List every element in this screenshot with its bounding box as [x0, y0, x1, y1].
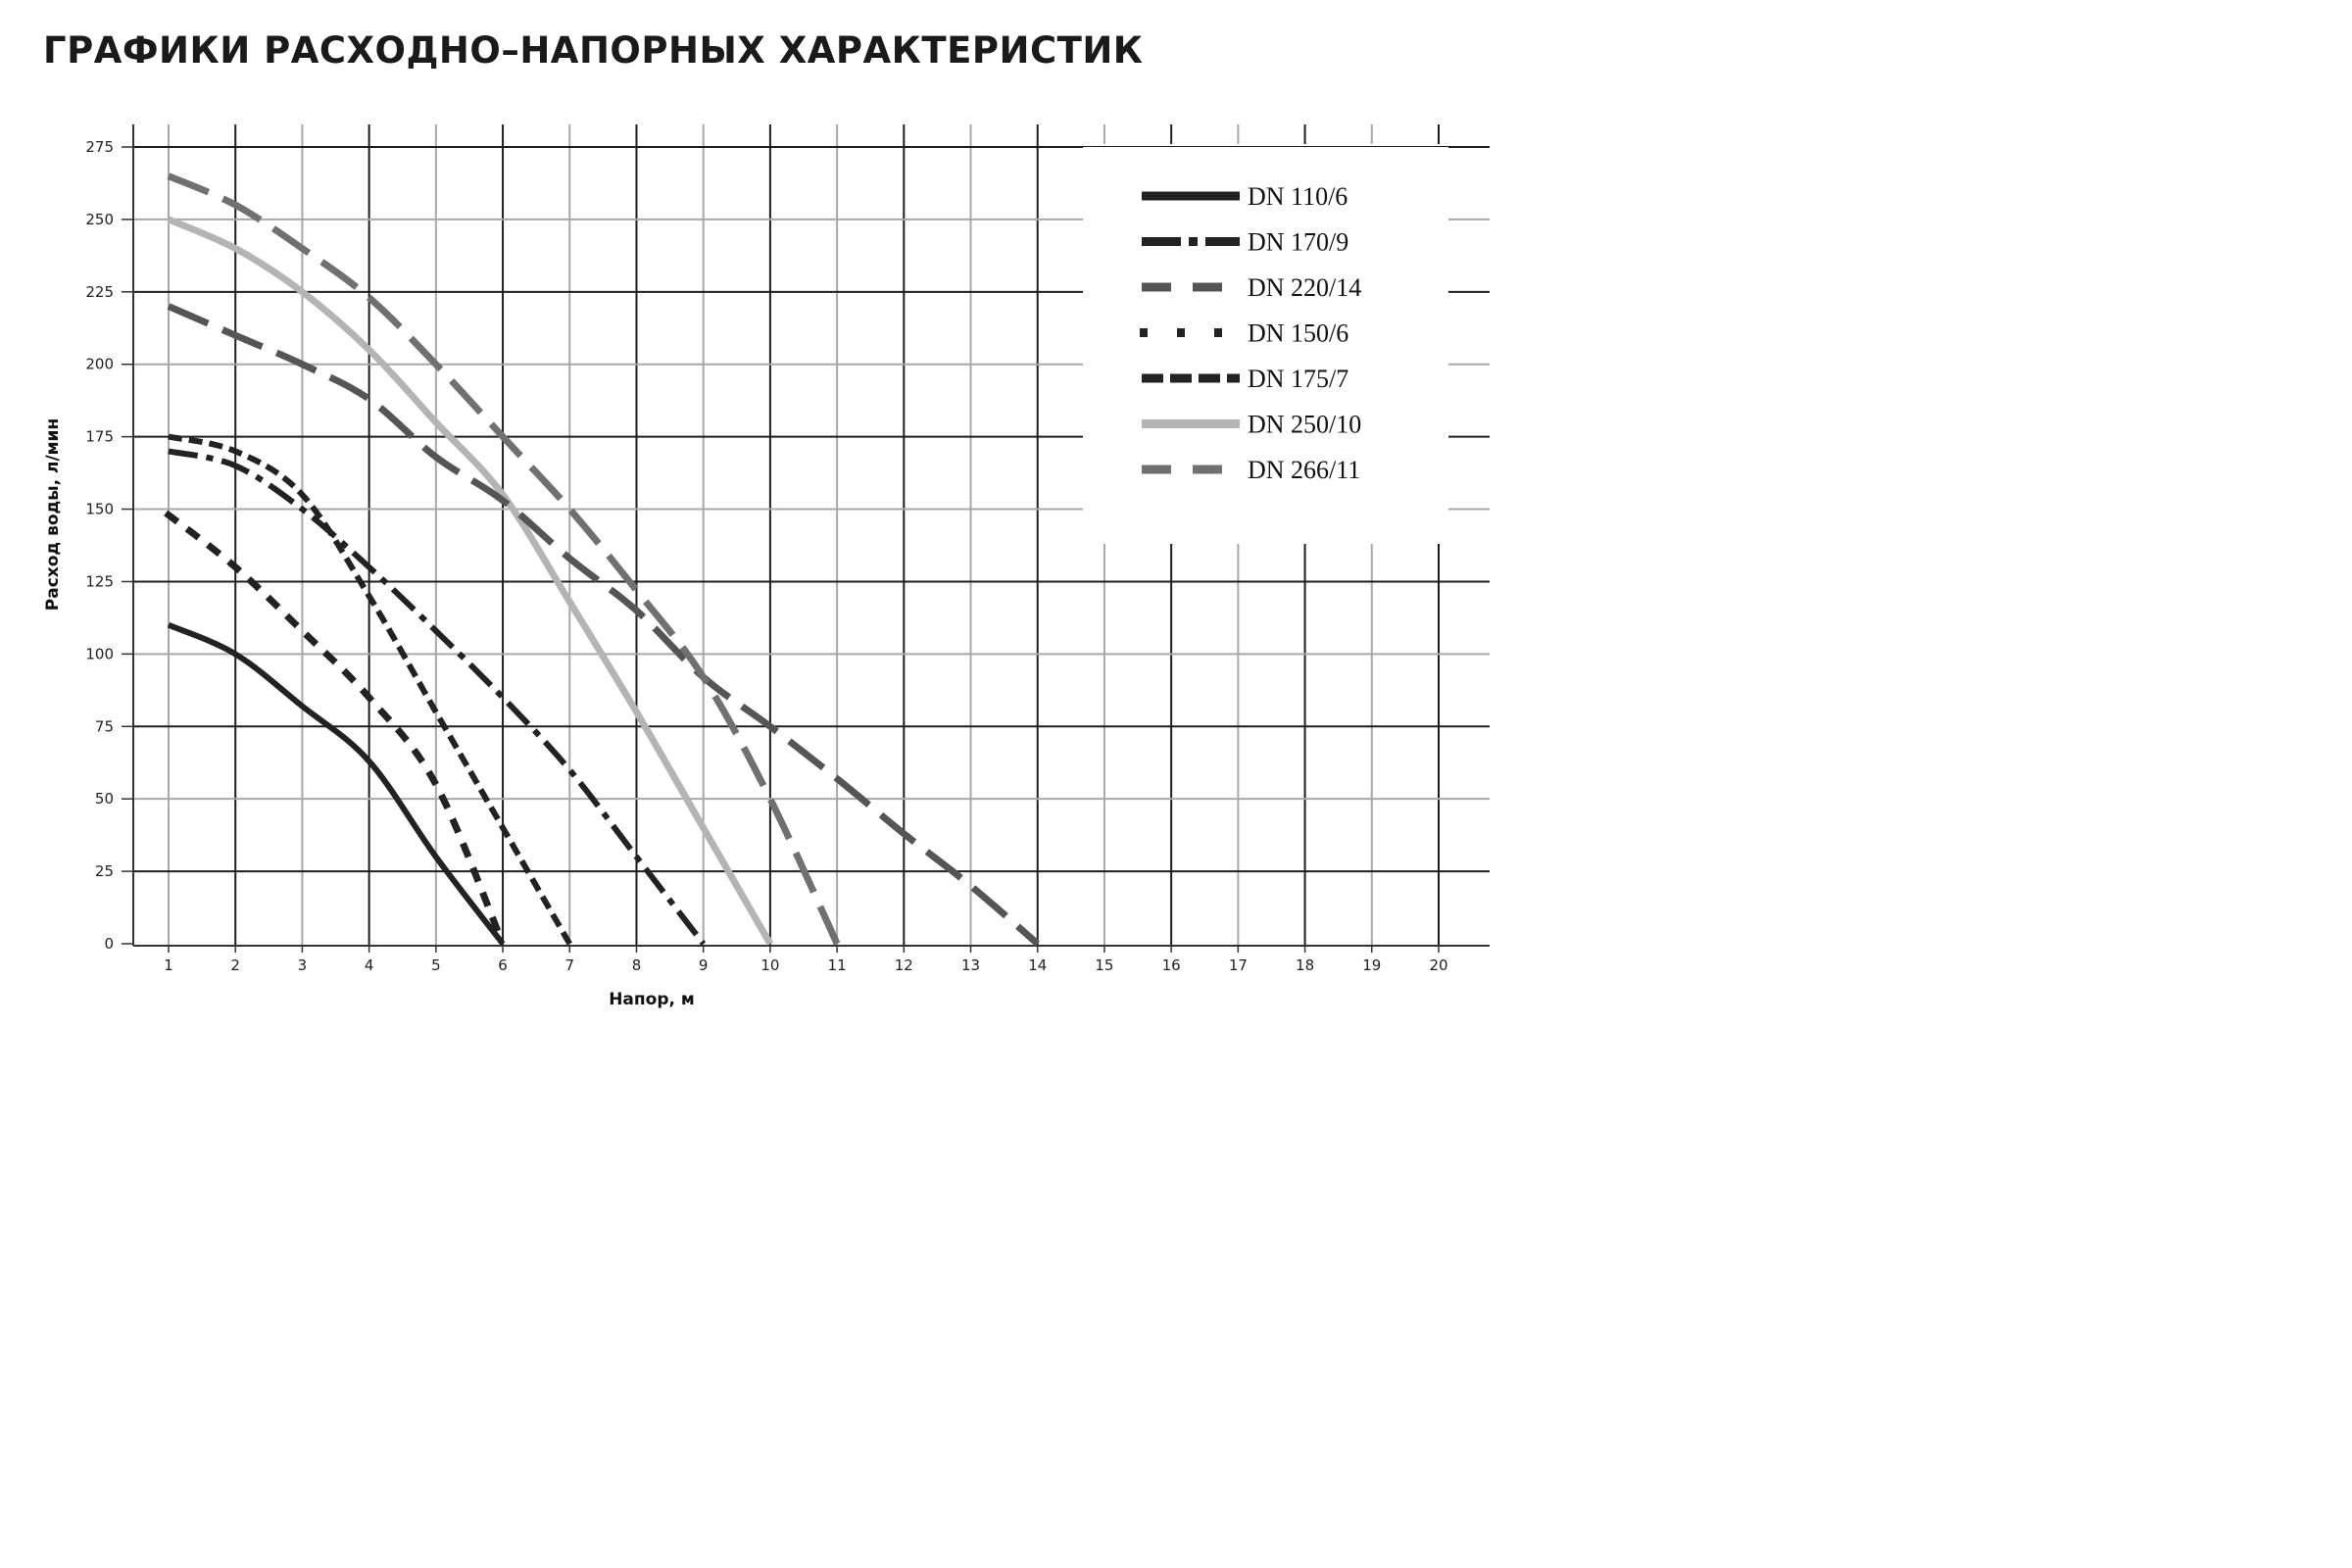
x-tick-label: 3 [297, 956, 308, 974]
x-tick-label: 1 [164, 956, 173, 974]
x-tick-label: 11 [827, 956, 847, 974]
x-tick-label: 20 [1429, 956, 1448, 974]
legend-label-dn-150-6: DN 150/6 [1248, 318, 1349, 348]
legend-label-dn-170-9: DN 170/9 [1248, 227, 1349, 257]
x-tick-label: 18 [1296, 956, 1315, 974]
series-line-dn-110-6 [169, 625, 503, 944]
x-tick-label: 17 [1228, 956, 1248, 974]
x-tick-label: 15 [1095, 956, 1114, 974]
y-tick-label: 50 [94, 790, 114, 808]
y-tick-label: 225 [85, 282, 114, 301]
y-tick-label: 275 [85, 138, 114, 156]
x-tick-label: 5 [431, 956, 441, 974]
x-tick-label: 14 [1028, 956, 1048, 974]
y-tick-label: 250 [85, 210, 114, 228]
x-tick-label: 2 [230, 956, 240, 974]
x-axis-label: Напор, м [609, 990, 695, 1009]
y-tick-label: 100 [85, 645, 114, 663]
series-line-dn-220-14 [169, 307, 1038, 944]
y-tick-label: 175 [85, 427, 114, 446]
x-tick-label: 10 [760, 956, 780, 974]
legend-label-dn-266-11: DN 266/11 [1248, 456, 1361, 484]
y-tick-label: 125 [85, 572, 114, 591]
x-tick-label: 6 [498, 956, 508, 974]
x-tick-label: 9 [698, 956, 709, 974]
x-tick-label: 8 [631, 956, 642, 974]
y-tick-label: 75 [94, 717, 114, 736]
y-tick-label: 200 [85, 355, 114, 373]
flow-head-chart [0, 0, 1515, 1039]
legend-label-dn-110-6: DN 110/6 [1248, 182, 1348, 211]
legend-label-dn-175-7: DN 175/7 [1248, 365, 1349, 393]
x-tick-label: 4 [364, 956, 374, 974]
legend [1083, 147, 1448, 544]
legend-label-dn-250-10: DN 250/10 [1248, 410, 1362, 439]
x-tick-label: 13 [960, 956, 981, 974]
x-tick-label: 12 [894, 956, 913, 974]
y-tick-label: 0 [104, 935, 114, 953]
y-axis-label: Расход воды, л/мин [43, 417, 63, 612]
y-tick-label: 25 [94, 862, 114, 881]
x-tick-label: 7 [564, 956, 575, 974]
chart-title: ГРАФИКИ РАСХОДНО–НАПОРНЫХ ХАРАКТЕРИСТИК [43, 29, 1144, 72]
x-tick-label: 19 [1362, 956, 1382, 974]
x-tick-label: 16 [1161, 956, 1181, 974]
legend-label-dn-220-14: DN 220/14 [1248, 273, 1362, 302]
y-tick-label: 150 [85, 500, 114, 518]
